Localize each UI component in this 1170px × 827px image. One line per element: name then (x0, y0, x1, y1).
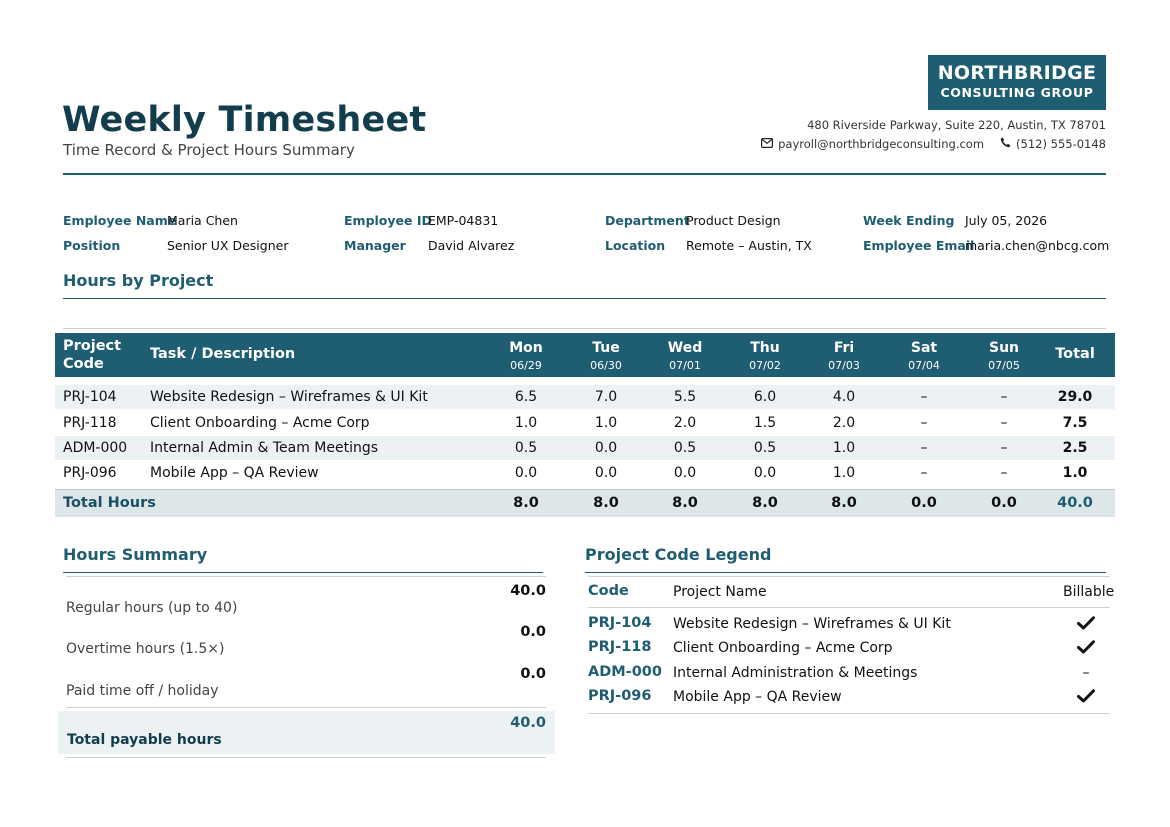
week-ending-label: Week Ending (863, 213, 955, 228)
legend-project-name: Mobile App – QA Review (673, 689, 842, 705)
company-contact (761, 137, 1106, 151)
row-wed: 2.0 (673, 415, 697, 431)
row-fri: 1.0 (832, 440, 856, 456)
col-sat: Sat 07/04 (908, 340, 940, 372)
header-divider (63, 173, 1106, 175)
row-task: Client Onboarding – Acme Corp (150, 415, 370, 431)
row-code: PRJ-118 (63, 415, 117, 431)
table-row (55, 461, 1115, 485)
row-wed: 0.5 (673, 440, 697, 456)
company-phone[interactable]: (512) 555-0148 (1016, 137, 1106, 151)
legend-section-title: Project Code Legend (585, 545, 772, 564)
legend-header-rule (588, 607, 1110, 608)
table-footer-totals (55, 489, 1115, 517)
col-fri: Fri 07/03 (828, 340, 860, 372)
row-fri: 1.0 (832, 465, 856, 481)
footer-sat: 0.0 (911, 495, 937, 511)
row-task: Website Redesign – Wireframes & UI Kit (150, 389, 428, 405)
location-value: Remote – Austin, TX (686, 238, 812, 253)
regular-hours-value: 40.0 (510, 583, 546, 599)
row-wed: 0.0 (673, 465, 697, 481)
employee-id-label: Employee ID (344, 213, 432, 228)
employee-email[interactable]: maria.chen@nbcg.com (965, 238, 1110, 253)
row-total: 29.0 (1057, 389, 1093, 405)
summary-section-title: Hours Summary (63, 545, 208, 564)
col-mon: Mon 06/29 (509, 340, 543, 372)
row-thu: 1.5 (753, 415, 777, 431)
row-tue: 1.0 (594, 415, 618, 431)
employee-name-label: Employee Name (63, 213, 177, 228)
total-payable-label: Total payable hours (67, 732, 222, 748)
legend-code: PRJ-118 (588, 639, 652, 655)
footer-label: Total Hours (63, 495, 156, 511)
row-sun: – (1000, 440, 1008, 456)
company-address: 480 Riverside Parkway, Suite 220, Austin, TX 78701 (807, 118, 1106, 132)
row-task: Internal Admin & Team Meetings (150, 440, 379, 456)
row-fri: 2.0 (832, 415, 856, 431)
company-email[interactable]: payroll@northbridgeconsulting.com (778, 137, 985, 151)
position-value: Senior UX Designer (167, 238, 289, 253)
overtime-hours-label: Overtime hours (1.5×) (66, 641, 225, 657)
row-mon: 0.5 (514, 440, 538, 456)
week-ending-value: July 05, 2026 (965, 213, 1048, 228)
row-thu: 0.5 (753, 440, 777, 456)
table-row (55, 436, 1115, 460)
row-code: PRJ-096 (63, 465, 117, 481)
row-sat: – (920, 389, 928, 405)
check-icon (1077, 688, 1095, 707)
col-task: Task / Description (150, 346, 296, 362)
hours-section-title: Hours by Project (63, 271, 214, 290)
row-fri: 4.0 (832, 389, 856, 405)
col-total: Total (1055, 346, 1095, 362)
row-code: PRJ-104 (63, 389, 117, 405)
legend-col-name: Project Name (673, 584, 767, 600)
legend-code: PRJ-096 (588, 688, 652, 704)
col-project-code: Project Code (63, 338, 122, 372)
footer-tue: 8.0 (593, 495, 619, 511)
row-sun: – (1000, 465, 1008, 481)
row-sat: – (920, 465, 928, 481)
location-label: Location (605, 238, 666, 253)
footer-total: 40.0 (1057, 495, 1093, 511)
row-wed: 5.5 (673, 389, 697, 405)
row-total: 2.5 (1062, 440, 1088, 456)
col-sun: Sun 07/05 (988, 340, 1020, 372)
legend-col-billable: Billable (1063, 584, 1115, 600)
section-divider (63, 298, 1106, 299)
section-divider (585, 572, 1106, 573)
row-thu: 0.0 (753, 465, 777, 481)
table-top-rule (63, 328, 1106, 329)
employee-email-label: Employee Email (863, 238, 975, 253)
position-label: Position (63, 238, 121, 253)
row-tue: 0.0 (594, 440, 618, 456)
row-sun: – (1000, 415, 1008, 431)
table-row (55, 411, 1115, 435)
total-payable-value: 40.0 (510, 715, 546, 731)
footer-fri: 8.0 (831, 495, 857, 511)
manager-label: Manager (344, 238, 406, 253)
footer-sun: 0.0 (991, 495, 1017, 511)
footer-thu: 8.0 (752, 495, 778, 511)
envelope-icon (761, 137, 773, 151)
summary-top-rule (66, 576, 546, 577)
section-divider (63, 572, 543, 573)
page-title: Weekly Timesheet (62, 100, 427, 140)
regular-hours-label: Regular hours (up to 40) (66, 600, 238, 616)
row-total: 7.5 (1062, 415, 1088, 431)
summary-bottom-rule (66, 757, 546, 758)
col-tue: Tue 06/30 (590, 340, 622, 372)
row-sat: – (920, 440, 928, 456)
row-mon: 1.0 (514, 415, 538, 431)
legend-project-name: Client Onboarding – Acme Corp (673, 640, 893, 656)
row-task: Mobile App – QA Review (150, 465, 319, 481)
row-code: ADM-000 (63, 440, 128, 456)
company-tagline: CONSULTING GROUP (940, 85, 1094, 100)
footer-mon: 8.0 (513, 495, 539, 511)
col-wed: Wed 07/01 (667, 340, 703, 372)
phone-icon (1000, 137, 1011, 151)
summary-rule (66, 707, 546, 708)
department-label: Department (605, 213, 690, 228)
row-sat: – (920, 415, 928, 431)
legend-project-name: Website Redesign – Wireframes & UI Kit (673, 616, 951, 632)
legend-code: PRJ-104 (588, 615, 652, 631)
legend-code: ADM-000 (588, 664, 662, 680)
col-thu: Thu 07/02 (749, 340, 781, 372)
row-mon: 6.5 (514, 389, 538, 405)
overtime-hours-value: 0.0 (520, 624, 546, 640)
pto-hours-value: 0.0 (520, 666, 546, 682)
employee-name: Maria Chen (167, 213, 238, 228)
legend-bottom-rule (588, 713, 1110, 714)
check-icon (1077, 639, 1095, 658)
employee-id: EMP-04831 (428, 213, 499, 228)
pto-hours-label: Paid time off / holiday (66, 683, 219, 699)
row-tue: 0.0 (594, 465, 618, 481)
legend-col-code: Code (588, 583, 629, 599)
legend-not-billable: – (1082, 665, 1090, 681)
table-row (55, 385, 1115, 409)
row-mon: 0.0 (514, 465, 538, 481)
footer-wed: 8.0 (672, 495, 698, 511)
department-value: Product Design (686, 213, 781, 228)
hours-table-header (55, 333, 1115, 377)
company-logo (928, 55, 1106, 110)
row-tue: 7.0 (594, 389, 618, 405)
legend-project-name: Internal Administration & Meetings (673, 665, 918, 681)
row-thu: 6.0 (753, 389, 777, 405)
company-name: NORTHBRIDGE (937, 62, 1097, 84)
row-sun: – (1000, 389, 1008, 405)
page-subtitle: Time Record & Project Hours Summary (63, 141, 355, 159)
legend-top-rule (588, 576, 1110, 577)
row-total: 1.0 (1062, 465, 1088, 481)
check-icon (1077, 615, 1095, 634)
manager-value: David Alvarez (428, 238, 515, 253)
